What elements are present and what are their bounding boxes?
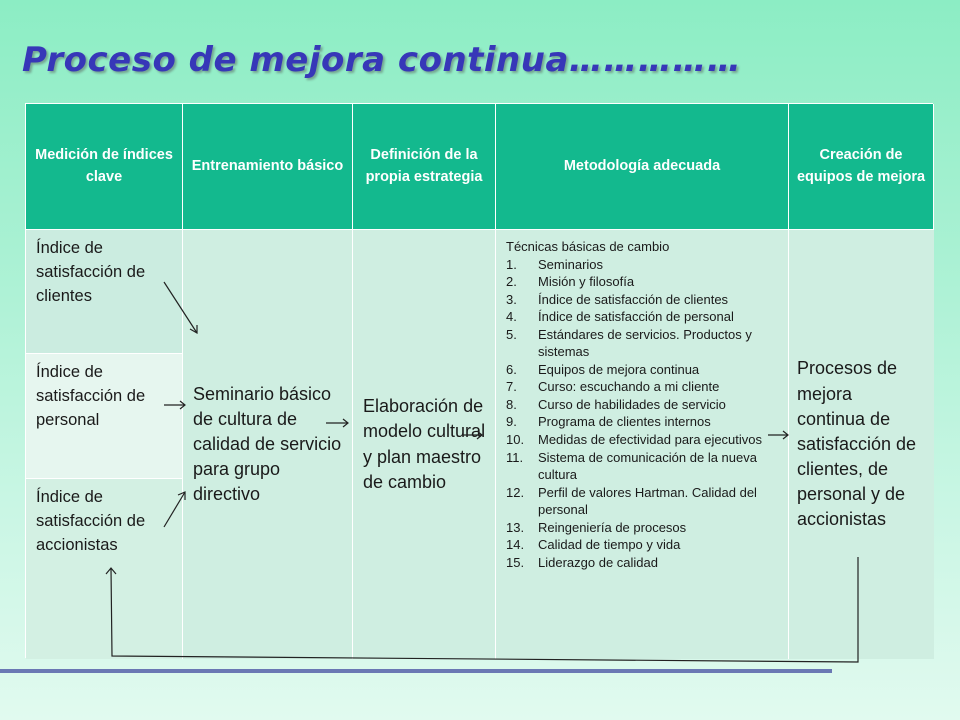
technique-text: Índice de satisfacción de personal — [538, 309, 734, 325]
indice-personal: Índice de satisfacción de personal — [26, 353, 183, 478]
technique-number: 10. — [506, 432, 525, 448]
technique-text: Liderazgo de calidad — [538, 554, 658, 570]
indice-clientes: Índice de satisfacción de clientes — [26, 229, 183, 353]
technique-item — [506, 431, 782, 449]
seminario-cell: Seminario básico de cultura de calidad de servicio para grupo directivo — [183, 229, 353, 659]
technique-number: 4. — [506, 309, 517, 325]
header-medicion: Medición de índices clave — [26, 104, 183, 229]
technique-number: 8. — [506, 396, 517, 412]
indice-accionistas: Índice de satisfacción de accionistas — [26, 478, 183, 659]
technique-number: 14. — [506, 537, 525, 553]
technique-item — [506, 484, 782, 519]
technique-number: 3. — [506, 291, 517, 307]
header-entrenamiento: Entrenamiento básico — [183, 104, 353, 229]
technique-item — [506, 361, 782, 379]
technique-text: Equipos de mejora continua — [538, 361, 700, 377]
technique-item — [506, 378, 782, 396]
technique-item — [506, 396, 782, 414]
header-metodologia: Metodología adecuada — [496, 104, 789, 229]
technique-item — [506, 308, 782, 326]
technique-text: Medidas de efectividad para ejecutivos — [538, 432, 763, 448]
technique-number: 6. — [506, 361, 517, 377]
technique-number: 7. — [506, 379, 517, 395]
technique-item — [506, 273, 782, 291]
technique-text: Calidad de tiempo y vida — [538, 537, 681, 553]
procesos-cell: Procesos de mejora continua de satisfacción de clientes, de personal y de accionistas — [789, 229, 934, 659]
technique-number: 11. — [506, 449, 524, 465]
technique-number: 15. — [506, 554, 525, 570]
technique-text: Curso de habilidades de servicio — [538, 396, 726, 412]
technique-text: Programa de clientes internos — [538, 414, 711, 430]
technique-text: Seminarios — [538, 256, 604, 272]
technique-number: 2. — [506, 274, 517, 290]
technique-text: Sistema de comunicación de la nueva cultura — [538, 449, 757, 483]
bottom-stripe — [0, 669, 832, 673]
technique-number: 12. — [506, 484, 525, 500]
page-title: Proceso de mejora continua…………… — [22, 40, 742, 80]
technique-item — [506, 413, 782, 431]
technique-item — [506, 519, 782, 537]
techniques-title: Técnicas básicas de cambio — [506, 239, 670, 254]
header-creacion: Creación de equipos de mejora — [789, 104, 934, 229]
technique-number: 1. — [506, 256, 517, 272]
technique-item — [506, 536, 782, 554]
elaboracion-cell: Elaboración de modelo cultural y plan maestro de cambio — [353, 229, 496, 659]
technique-item — [506, 449, 782, 484]
technique-number: 9. — [506, 414, 517, 430]
technique-number: 5. — [506, 326, 517, 342]
technique-text: Curso: escuchando a mi cliente — [538, 379, 720, 395]
technique-text: Reingeniería de procesos — [538, 519, 687, 535]
technique-text: Perfil de valores Hartman. Calidad del personal — [538, 484, 757, 518]
technique-item — [506, 326, 782, 361]
techniques-list — [506, 256, 782, 572]
technique-number: 13. — [506, 519, 525, 535]
process-table — [25, 103, 933, 658]
header-definicion: Definición de la propia estrategia — [353, 104, 496, 229]
technique-text: Índice de satisfacción de clientes — [538, 291, 729, 307]
technique-item — [506, 256, 782, 274]
techniques-cell — [496, 229, 789, 659]
technique-text: Misión y filosofía — [538, 274, 635, 290]
technique-text: Estándares de servicios. Productos y sistemas — [538, 326, 752, 360]
technique-item — [506, 554, 782, 572]
technique-item — [506, 291, 782, 309]
